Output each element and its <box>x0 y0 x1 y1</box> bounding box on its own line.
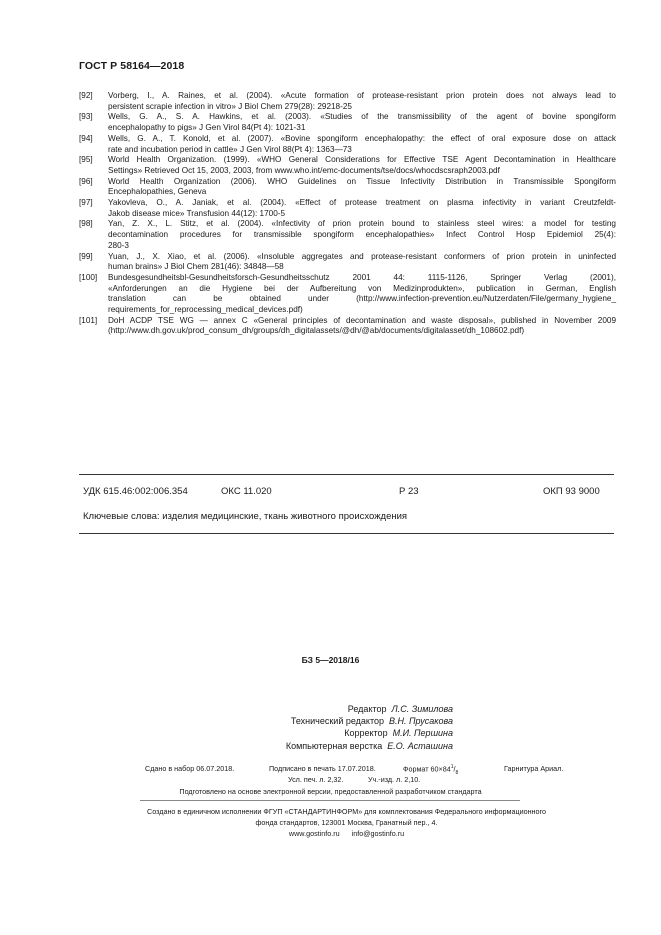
reference-text <box>108 91 616 112</box>
keywords: Ключевые слова: изделия медицинские, ткань животного происхождения <box>83 511 408 522</box>
publisher-email[interactable]: info@gostinfo.ru <box>351 829 405 838</box>
credit-role: Технический редактор <box>290 716 384 727</box>
credit-layout <box>200 740 453 752</box>
reference-text <box>108 252 616 273</box>
reference-number: [99] <box>79 251 93 261</box>
reference-item <box>79 112 616 133</box>
reference-line: Settings» Retrieved Oct 15, 2003, 2003, from www.who.int/emc-documents/tse/docs/whocdscsraph2003.pdf <box>108 165 500 175</box>
reference-number: [95] <box>79 155 93 165</box>
podpisano: Подписано в печать 17.07.2018. <box>269 764 376 773</box>
usl-pech: Усл. печ. л. 2,32. <box>288 775 344 784</box>
reference-line: Yan, Z. X., L. Stitz, et al. (2004). «Infectivity of prion protein bound to stainless steel wires: a model for testing <box>108 219 616 229</box>
references-list <box>79 91 616 337</box>
classification-row <box>83 486 611 500</box>
format-sup: 1 <box>450 764 454 770</box>
reference-line: Yuan, J., X. Xiao, et al. (2006). «Insoluble aggregates and protease-resistant conformers of prion protein in uninfected <box>108 251 616 261</box>
standard-header: ГОСТ Р 58164—2018 <box>79 60 185 72</box>
reference-item <box>79 91 616 112</box>
r-code: Р 23 <box>399 486 419 497</box>
reference-line: requirements_for_reprocessing_medical_devices.pdf) <box>108 305 303 315</box>
format-text: Формат 60×84 <box>403 764 451 774</box>
reference-number: [100] <box>79 272 98 282</box>
reference-number: [94] <box>79 133 93 143</box>
reference-number: [96] <box>79 176 93 186</box>
publisher-info <box>79 806 614 839</box>
oks-code: ОКС 11.020 <box>221 486 272 497</box>
format-sub: 8 <box>455 769 459 776</box>
reference-item <box>79 177 616 198</box>
reference-text <box>108 134 616 155</box>
reference-line: (http://www.dh.gov.uk/prod_consum_dh/groups/dh_digitalassets/@dh/@ab/documents/digitalasset/dh_108602.pdf) <box>108 326 525 336</box>
reference-item <box>79 219 616 251</box>
reference-line: 280-3 <box>108 240 129 250</box>
reference-number: [93] <box>79 112 93 122</box>
reference-line: Yakovleva, O., A. Janiak, et al. (2004). «Effect of protease treatment on plasma infectivity in variant Creutzfeldt- <box>108 198 616 208</box>
reference-line: World Health Organization (2006). WHO Guidelines on Tissue Infectivity Distribution in Transmissible Spongiform <box>108 176 616 186</box>
reference-line: Bundesgesundheitsbl-Gesundheitsforsch-Gesundheitsschutz 2001 44: 1115-1126, Springer Verlag (2001), <box>108 272 616 282</box>
reference-item <box>79 252 616 273</box>
reference-line: Jakob disease mice» Transfusion 44(12): 1700-5 <box>108 208 286 218</box>
reference-number: [92] <box>79 91 93 100</box>
credits-block <box>200 703 453 752</box>
reference-number: [98] <box>79 219 93 229</box>
publisher-line-1: Создано в единичном исполнении ФГУП «СТАНДАРТИНФОРМ» для комплектования Федерального информационного <box>147 807 546 816</box>
sdano: Сдано в набор 06.07.2018. <box>145 764 235 773</box>
credit-editor <box>200 703 453 715</box>
reference-line: Vorberg, I., A. Raines, et al. (2004). «Acute formation of protease-resistant prion protein does not always lead to <box>108 91 616 100</box>
reference-line: Wells, G. A., S. A. Hawkins, et al. (2003). «Studies of the transmissibility of the agent of bovine spongiform <box>108 112 616 122</box>
credit-corrector <box>200 727 453 739</box>
reference-number: [97] <box>79 198 93 208</box>
publisher-contacts <box>79 828 614 839</box>
reference-line: Encephalopathies, Geneva <box>108 187 207 197</box>
reference-item <box>79 316 616 337</box>
credit-name: Е.О. Асташина <box>387 740 453 751</box>
credit-name: М.И. Першина <box>392 728 453 739</box>
credit-role: Корректор <box>344 728 388 739</box>
reference-item <box>79 198 616 219</box>
bz-number: БЗ 5—2018/16 <box>301 655 360 665</box>
reference-line: rate and incubation period in cattle» J Gen Virol 88(Pt 4): 1363—73 <box>108 144 352 154</box>
credit-role: Компьютерная верстка <box>285 740 383 751</box>
footer-divider <box>140 800 520 801</box>
reference-line: decontamination procedures for transmissible spongiform encephalopathies» Infect Control Hosp Epidemiol 25(4): <box>108 230 616 240</box>
credit-role: Редактор <box>347 704 387 714</box>
credit-tech-editor <box>200 715 453 727</box>
prepared-note: Подготовлено на основе электронной версии, предоставленной разработчиком стандарта <box>179 787 482 796</box>
credit-name: В.Н. Прусакова <box>389 716 453 727</box>
reference-line: Wells, G. A., T. Konold, et al. (2007). «Bovine spongiform encephalopathy: the effect of oral exposure dose on attack <box>108 133 616 143</box>
reference-line: «Anforderungen an die Hygiene bei der Aufbereitung von Medizinprodukten», publication in German, English <box>108 283 616 293</box>
format: Формат $60\times 84^1/_8$ <box>403 764 459 776</box>
reference-item <box>79 273 616 316</box>
reference-line: World Health Organization. (1999). «WHO General Considerations for Effective TSE Agent Decontamination in Healthcare <box>108 155 616 165</box>
reference-item <box>79 155 616 176</box>
reference-line: persistent scrapie infection in vitro» J Biol Chem 279(28): 29218-25 <box>108 101 352 111</box>
reference-number: [101] <box>79 315 98 325</box>
top-divider <box>79 474 614 475</box>
reference-text <box>108 177 616 198</box>
reference-text <box>108 198 616 219</box>
udk-code: УДК 615.46:002:006.354 <box>83 486 188 497</box>
reference-line: translation can be obtained under (http://www.infection-prevention.eu/Nutzerdaten/File/germany_hygiene_ <box>108 294 616 304</box>
reference-text <box>108 273 616 316</box>
reference-text <box>108 316 616 337</box>
credit-name: Л.С. Зимилова <box>391 704 453 714</box>
garnitura: Гарнитура Ариал. <box>504 764 564 773</box>
reference-line: encephalopathy to pigs» J Gen Virol 84(Pt 4): 1021-31 <box>108 123 306 133</box>
uch-izd: Уч.-изд. л. 2,10. <box>368 775 421 784</box>
reference-line: DoH ACDP TSE WG — annex C «General principles of decontamination and waste disposal», published in November 2009 <box>108 315 616 325</box>
reference-text <box>108 155 616 176</box>
reference-text <box>108 219 616 251</box>
reference-line: human brains» J Biol Chem 281(46): 34848—58 <box>108 262 284 272</box>
bottom-divider <box>79 533 614 534</box>
publisher-site[interactable]: www.gostinfo.ru <box>288 829 340 838</box>
reference-text <box>108 112 616 133</box>
reference-item <box>79 134 616 155</box>
publisher-line-2: фонда стандартов, 123001 Москва, Гранатный пер., 4. <box>255 818 438 827</box>
okp-code: ОКП 93 9000 <box>543 486 600 497</box>
